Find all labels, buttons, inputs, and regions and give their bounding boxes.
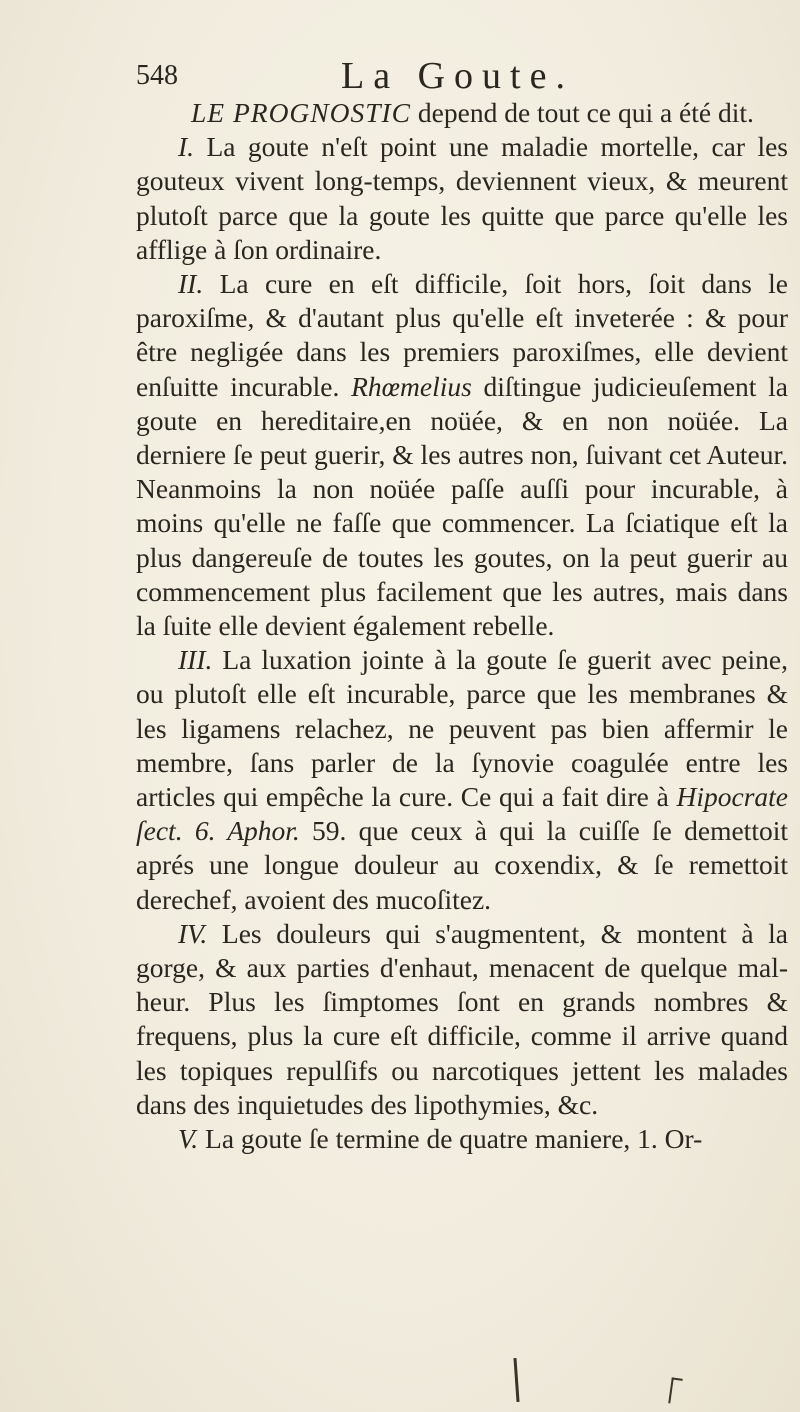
paragraph-text-cont: diſtingue judicieuſement la goute en hereditaire,en noüée, & en non noüée. La derniere ſe peut guerir, & les autres non, ſuivant cet Auteur. Neanmoins la non noüée paſſe auſſi pour incurable, à moins qu'elle ne faſſe que commencer. La ſciatique eſt la plus dangereuſe de toutes les goutes, on la peut guerir au commencement plus facilement que les autres, mais dans la ſuite elle devient également rebelle. [136,370,789,642]
paragraph-text: La goute ſe termine de quatre maniere, 1. Or- [198,1123,703,1155]
paragraph-4 [136,917,788,1122]
ink-stroke [513,1358,519,1402]
paragraph-3 [136,643,788,917]
author-name: Rhœmelius [351,370,472,402]
ink-marks [500,1350,700,1410]
paragraph-text: La cure en eſt difficile, ſoit hors, ſoit dans le paroxiſme, & d'autant plus qu'elle eſt inveterée : & pour être negligée dans les premiers paroxiſmes, elle devient enſuitte incurable. [136,268,788,402]
paragraph-text: La luxation jointe à la goute ſe guerit avec peine, ou plutoſt elle eſt incurable, parce que les membranes & les ligamens relachez, ne peuvent pas bien affermir le membre, ſans parler de la ſynovie coagulée entre les articles qui empêche la cure. Ce qui a fait dire à [136,644,788,813]
paragraph-text-cont: 59. que ceux à qui la cuiſſe ſe demettoit aprés une longue douleur au coxendix, & ſe remettoit derechef, avoient des mucoſitez. [136,815,788,915]
citation: Hipocrate ſect. 6. Aphor. [136,781,788,847]
paragraph-5 [136,1122,788,1156]
running-title: La Goute. [341,55,574,97]
ink-stroke [668,1377,683,1404]
body-text [136,96,788,1156]
paragraph-numeral: V. [178,1123,199,1155]
paragraph-numeral: I. [178,131,195,163]
paragraph-1 [136,130,788,267]
section-heading: LE PROGNOSTIC [191,97,412,128]
paragraph-prognostic [136,96,788,130]
paragraph-numeral: II. [178,268,204,300]
paragraph-text: depend de tout ce qui a été dit. [411,97,754,128]
paragraph-numeral: III. [178,644,213,676]
paragraph-2 [136,267,788,643]
page-number: 548 [136,60,178,91]
paragraph-text: Les douleurs qui s'augmentent, & montent à la gorge, & aux parties d'enhaut, menacent de quelque mal-heur. Plus les ſimptomes ſont en grands nombres & frequens, plus la cure eſt difficile, comme il arrive quand les topiques repulſifs ou narcotiques jettent les malades dans des inquietudes des lipothymies, &c. [136,917,788,1120]
paragraph-numeral: IV. [178,917,208,949]
paragraph-text: La goute n'eſt point une maladie mortelle, car les gouteux vivent long-temps, deviennent vieux, & meurent plutoſt parce que la goute les quitte que parce qu'elle les afflige à ſon ordinaire. [136,131,788,265]
